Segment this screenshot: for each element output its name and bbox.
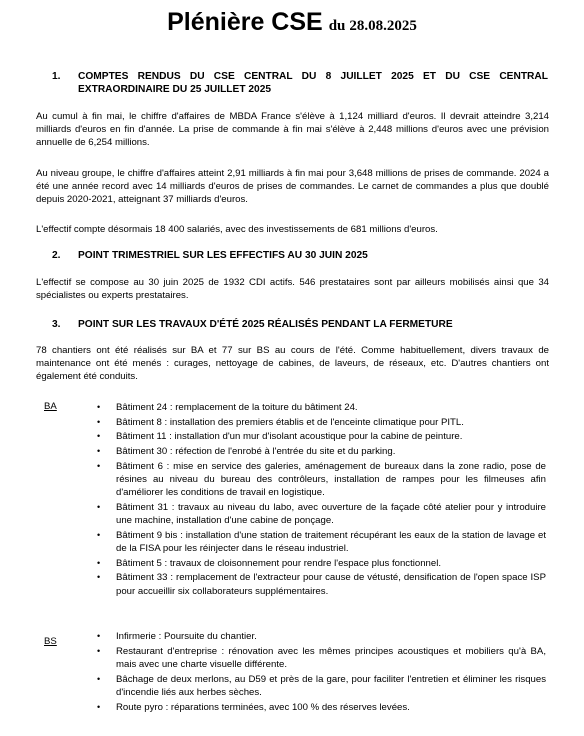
- list-item: [96, 445, 546, 458]
- list-item-text: Bâchage de deux merlons, au D59 et près de la gare, pour faciliter l'entretien et éliminer les risques d'incendie liés aux herbes sèches.: [116, 673, 546, 698]
- bullet-icon: •: [97, 446, 101, 457]
- section-2-heading: [52, 249, 548, 262]
- bullet-icon: •: [97, 557, 101, 568]
- list-item-text: Infirmerie : Poursuite du chantier.: [116, 631, 257, 642]
- list-item: [96, 630, 546, 643]
- list-item: [96, 430, 546, 443]
- list-item-text: Bâtiment 8 : installation des premiers établis et de l'enceinte climatique pour PITL.: [116, 416, 464, 428]
- list-item-text: Bâtiment 30 : réfection de l'enrobé à l'entrée du site et du parking.: [116, 446, 396, 458]
- list-item: [96, 460, 546, 500]
- bullet-icon: •: [97, 460, 101, 471]
- paragraph: Au cumul à fin mai, le chiffre d'affaires de MBDA France s'élève à 1,124 milliard d'euros. Il devrait atteindre 3,214 milliards d'euros en fin d'année. La prise de commande à fin mai s'élève à 2,448 millions d'euros avec une prévision annuelle de 6,254 millions.: [36, 111, 549, 149]
- bullet-icon: •: [97, 701, 101, 712]
- page-title: [0, 8, 584, 37]
- group-label-ba: BA: [44, 401, 57, 412]
- section-number: 2.: [52, 250, 61, 261]
- list-item-text: Route pyro : réparations terminées, avec 100 % des réserves levées.: [116, 701, 410, 713]
- bullet-icon: •: [97, 402, 101, 412]
- section-title: COMPTES RENDUS DU CSE CENTRAL DU 8 JUILLET 2025 ET DU CSE CENTRAL EXTRAORDINAIRE DU 25 JUILLET 2025: [78, 71, 548, 95]
- bullet-icon: •: [97, 645, 101, 656]
- section-number: 3.: [52, 319, 61, 330]
- list-item: [96, 501, 546, 527]
- paragraph: 78 chantiers ont été réalisés sur BA et 77 sur BS au cours de l'été. Comme habituellement, divers travaux de maintenance ont été menés : curages, nettoyage de cabines, de laveurs, de réseaux, etc. D'autres chantiers ont également été conduits.: [36, 345, 549, 383]
- list-item: [96, 571, 546, 597]
- list-item-text: Bâtiment 24 : remplacement de la toiture du bâtiment 24.: [116, 402, 358, 413]
- title-du: du: [328, 18, 346, 34]
- list-item: [96, 401, 546, 414]
- list-item: [96, 557, 546, 570]
- section-title: POINT SUR LES TRAVAUX D'ÉTÉ 2025 RÉALISÉS PENDANT LA FERMETURE: [78, 319, 453, 330]
- group-label-bs: BS: [44, 636, 57, 647]
- paragraph: L'effectif se compose au 30 juin 2025 de 1932 CDI actifs. 546 prestataires sont par ailleurs mobilisés ainsi que 34 spécialistes ou experts prestataires.: [36, 277, 549, 302]
- bullet-icon: •: [97, 501, 101, 512]
- title-text: Plénière CSE: [167, 8, 323, 36]
- bs-bullet-list: [96, 630, 546, 715]
- bullet-icon: •: [97, 572, 101, 583]
- list-item-text: Restaurant d'entreprise : rénovation avec les mêmes principes acoustiques et mobiliers qu'à BA, mais avec une charte visuelle différente.: [116, 645, 546, 670]
- list-item: [96, 645, 546, 671]
- section-3-heading: [52, 318, 548, 331]
- bullet-icon: •: [97, 529, 101, 540]
- bullet-icon: •: [97, 631, 101, 641]
- list-item: [96, 529, 546, 555]
- ba-bullet-list: [96, 401, 546, 599]
- section-number: 1.: [52, 71, 61, 82]
- list-item-text: Bâtiment 6 : mise en service des galeries, aménagement de bureaux dans la zone radio, pose de résines au niveau du bureau des contrôleurs, installation de rampes pour les filmeuses afin d'améliorer les conditions de travail en logistique.: [116, 460, 546, 499]
- list-item-text: Bâtiment 33 : remplacement de l'extracteur pour cause de vétusté, densification de l'open space ISP pour accueillir six collaborateurs supplémentaires.: [116, 572, 546, 597]
- section-title: POINT TRIMESTRIEL SUR LES EFFECTIFS AU 30 JUIN 2025: [78, 250, 368, 261]
- list-item: [96, 701, 546, 714]
- section-1-heading: [52, 70, 548, 96]
- title-date: 28.08.2025: [349, 18, 417, 34]
- list-item-text: Bâtiment 5 : travaux de cloisonnement pour rendre l'espace plus fonctionnel.: [116, 557, 442, 569]
- bullet-icon: •: [97, 431, 101, 442]
- list-item: [96, 416, 546, 429]
- bullet-icon: •: [97, 673, 101, 684]
- paragraph: L'effectif compte désormais 18 400 salariés, avec des investissements de 681 millions d'euros.: [36, 224, 438, 235]
- list-item-text: Bâtiment 9 bis : installation d'une station de traitement récupérant les eaux de la station de lavage et de la FISA pour les réinjecter dans le réseau industriel.: [116, 529, 546, 555]
- list-item: [96, 673, 546, 699]
- paragraph: Au niveau groupe, le chiffre d'affaires atteint 2,91 milliards à fin mai pour 3,648 millions de prises de commande. 2024 a été une année record avec 14 milliards d'euros de prises de commandes. Le carnet de commandes a plus que doublé depuis 2020-2021, atteignant 37 milliards d'euros.: [36, 168, 549, 206]
- list-item-text: Bâtiment 11 : installation d'un mur d'isolant acoustique pour la cabine de peinture.: [116, 431, 463, 443]
- bullet-icon: •: [97, 416, 101, 427]
- list-item-text: Bâtiment 31 : travaux au niveau du labo, avec ouverture de la façade côté atelier pour y introduire une machine, installation d'une cabine de ponçage.: [116, 501, 546, 527]
